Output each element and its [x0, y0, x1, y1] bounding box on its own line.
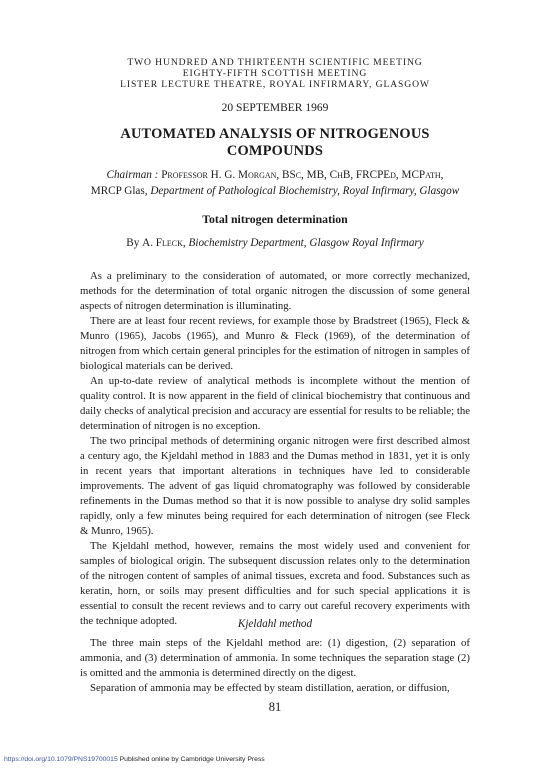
chairman-label: Chairman :	[106, 169, 159, 181]
symposium-title	[80, 126, 470, 160]
published-note: Published online by Cambridge University Press	[119, 756, 265, 763]
meeting-header	[80, 57, 470, 90]
chairman-name: Professor H. G. Morgan, BSc, MB, ChB, FRCPEd, MCPath,	[161, 169, 444, 181]
author-name: A. Fleck,	[142, 237, 186, 249]
author-prefix: By	[126, 237, 140, 249]
body-text-continued	[80, 636, 470, 696]
title-line-1: AUTOMATED ANALYSIS OF NITROGENOUS	[120, 126, 430, 142]
paragraph: An up-to-date review of analytical methods is incomplete without the mention of quality control. It is now apparent in the field of clinical biochemistry that continuous and daily checks of analytical precision and accuracy are essential for results to be reliable; the determination of nitrogen is no exception.	[80, 375, 470, 432]
paragraph: Separation of ammonia may be effected by steam distillation, aeration, or diffusion,	[90, 682, 450, 694]
meeting-line-3: LISTER LECTURE THEATRE, ROYAL INFIRMARY, GLASGOW	[120, 79, 430, 90]
title-line-2: COMPOUNDS	[226, 143, 324, 159]
chairman-department: Department of Pathological Biochemistry, Royal Infirmary, Glasgow	[150, 185, 460, 197]
paragraph: The Kjeldahl method, however, remains the most widely used and convenient for samples of biological origin. The subsequent discussion relates only to the determination of the nitrogen content of samples of animal tissues, excreta and food. Substances such as keratin, horn, or soils may present difficulties and for such special applications it is essential to consult the recent reviews and to carry out careful recovery experiments with the technique adopted.	[80, 540, 470, 627]
meeting-date: 20 SEPTEMBER 1969	[221, 102, 329, 114]
paragraph: The three main steps of the Kjeldahl method are: (1) digestion, (2) separation of ammonia, and (3) determination of ammonia. In some techniques the separation stage (2) is omitted and the ammonia is determined directly on the digest.	[80, 637, 470, 679]
page-number: 81	[268, 700, 282, 714]
paragraph: There are at least four recent reviews, for example those by Bradstreet (1965), Fleck & Munro (1965), Jacobs (1965), and Munro & Fleck (1969), of the determination of nitrogen from which certain general principles for the estimation of nitrogen in samples of biological materials can be derived.	[80, 315, 470, 372]
meeting-line-1: TWO HUNDRED AND THIRTEENTH SCIENTIFIC MEETING	[127, 57, 423, 68]
footer-citation	[4, 756, 265, 763]
subsection-title: Kjeldahl method	[237, 618, 313, 630]
author-affiliation: Biochemistry Department, Glasgow Royal Infirmary	[188, 237, 424, 249]
paragraph: As a preliminary to the consideration of automated, or more correctly mechanized, methods for the determination of total organic nitrogen the discussion of some general aspects of nitrogen determination is illuminating.	[80, 270, 470, 312]
chairman-qualification: MRCP Glas,	[90, 185, 148, 197]
author-line	[80, 237, 470, 249]
section-title: Total nitrogen determination	[202, 212, 348, 226]
doi-link[interactable]: https://doi.org/10.1079/PNS19700015	[4, 756, 118, 763]
chairman-block	[76, 167, 474, 199]
meeting-line-2: EIGHTY-FIFTH SCOTTISH MEETING	[182, 68, 368, 79]
paragraph: The two principal methods of determining organic nitrogen were first described almost a century ago, the Kjeldahl method in 1883 and the Dumas method in 1831, yet it is only in recent years that important alterations in techniques have led to considerable improvements. The advent of gas liquid chromatography was followed by considerable refinements in the Dumas method so that it is now possible to analyse dry solid samples rapidly, only a few minutes being required for each determination of nitrogen (see Fleck & Munro, 1965).	[80, 435, 470, 537]
body-text	[80, 269, 470, 629]
